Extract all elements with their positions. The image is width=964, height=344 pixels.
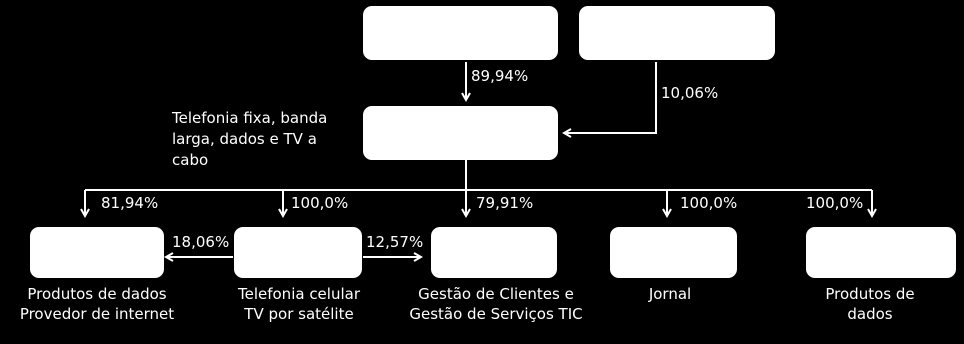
pct-top-left-to-center: 89,94% [471, 67, 529, 85]
pct-box2-to-box3: 12,57% [366, 233, 424, 251]
center-label-line1: Telefonia fixa, banda [172, 109, 328, 127]
pct-to-box4: 100,0% [680, 194, 738, 212]
box1 [30, 227, 164, 278]
box3-label-line2: Gestão de Serviços TIC [409, 305, 583, 323]
center-label [172, 108, 327, 171]
box5-label-line2: dados [847, 305, 893, 323]
pct-to-box3: 79,91% [476, 194, 534, 212]
box1-label-line1: Produtos de dados [27, 285, 167, 303]
box5-label [800, 284, 940, 324]
pct-to-box1: 81,94% [101, 194, 159, 212]
box1-label [6, 284, 188, 324]
pct-box2-to-box1: 18,06% [172, 233, 230, 251]
box2-label-line1: Telefonia celular [237, 285, 360, 303]
top-right-box [579, 6, 775, 60]
box4-label-line1: Jornal [648, 285, 692, 303]
top-left-box [363, 6, 558, 60]
center-box [363, 106, 558, 160]
box2 [234, 227, 362, 278]
box2-label [216, 284, 382, 324]
box3 [431, 227, 557, 278]
pct-to-box2: 100,0% [291, 194, 349, 212]
box5 [806, 227, 956, 278]
pct-top-right-to-center: 10,06% [661, 84, 719, 102]
box5-label-line1: Produtos de [825, 285, 915, 303]
center-label-line2: larga, dados e TV a [172, 130, 317, 148]
box2-label-line2: TV por satélite [244, 305, 354, 323]
box1-label-line2: Provedor de internet [19, 305, 175, 323]
arrow-top-right-to-center [564, 62, 656, 133]
box4-label [610, 284, 730, 304]
pct-to-box5: 100,0% [806, 194, 864, 212]
box3-label-line1: Gestão de Clientes e [418, 285, 574, 303]
box4 [610, 227, 737, 278]
box3-label [401, 284, 591, 324]
center-label-line3: cabo [172, 151, 209, 169]
